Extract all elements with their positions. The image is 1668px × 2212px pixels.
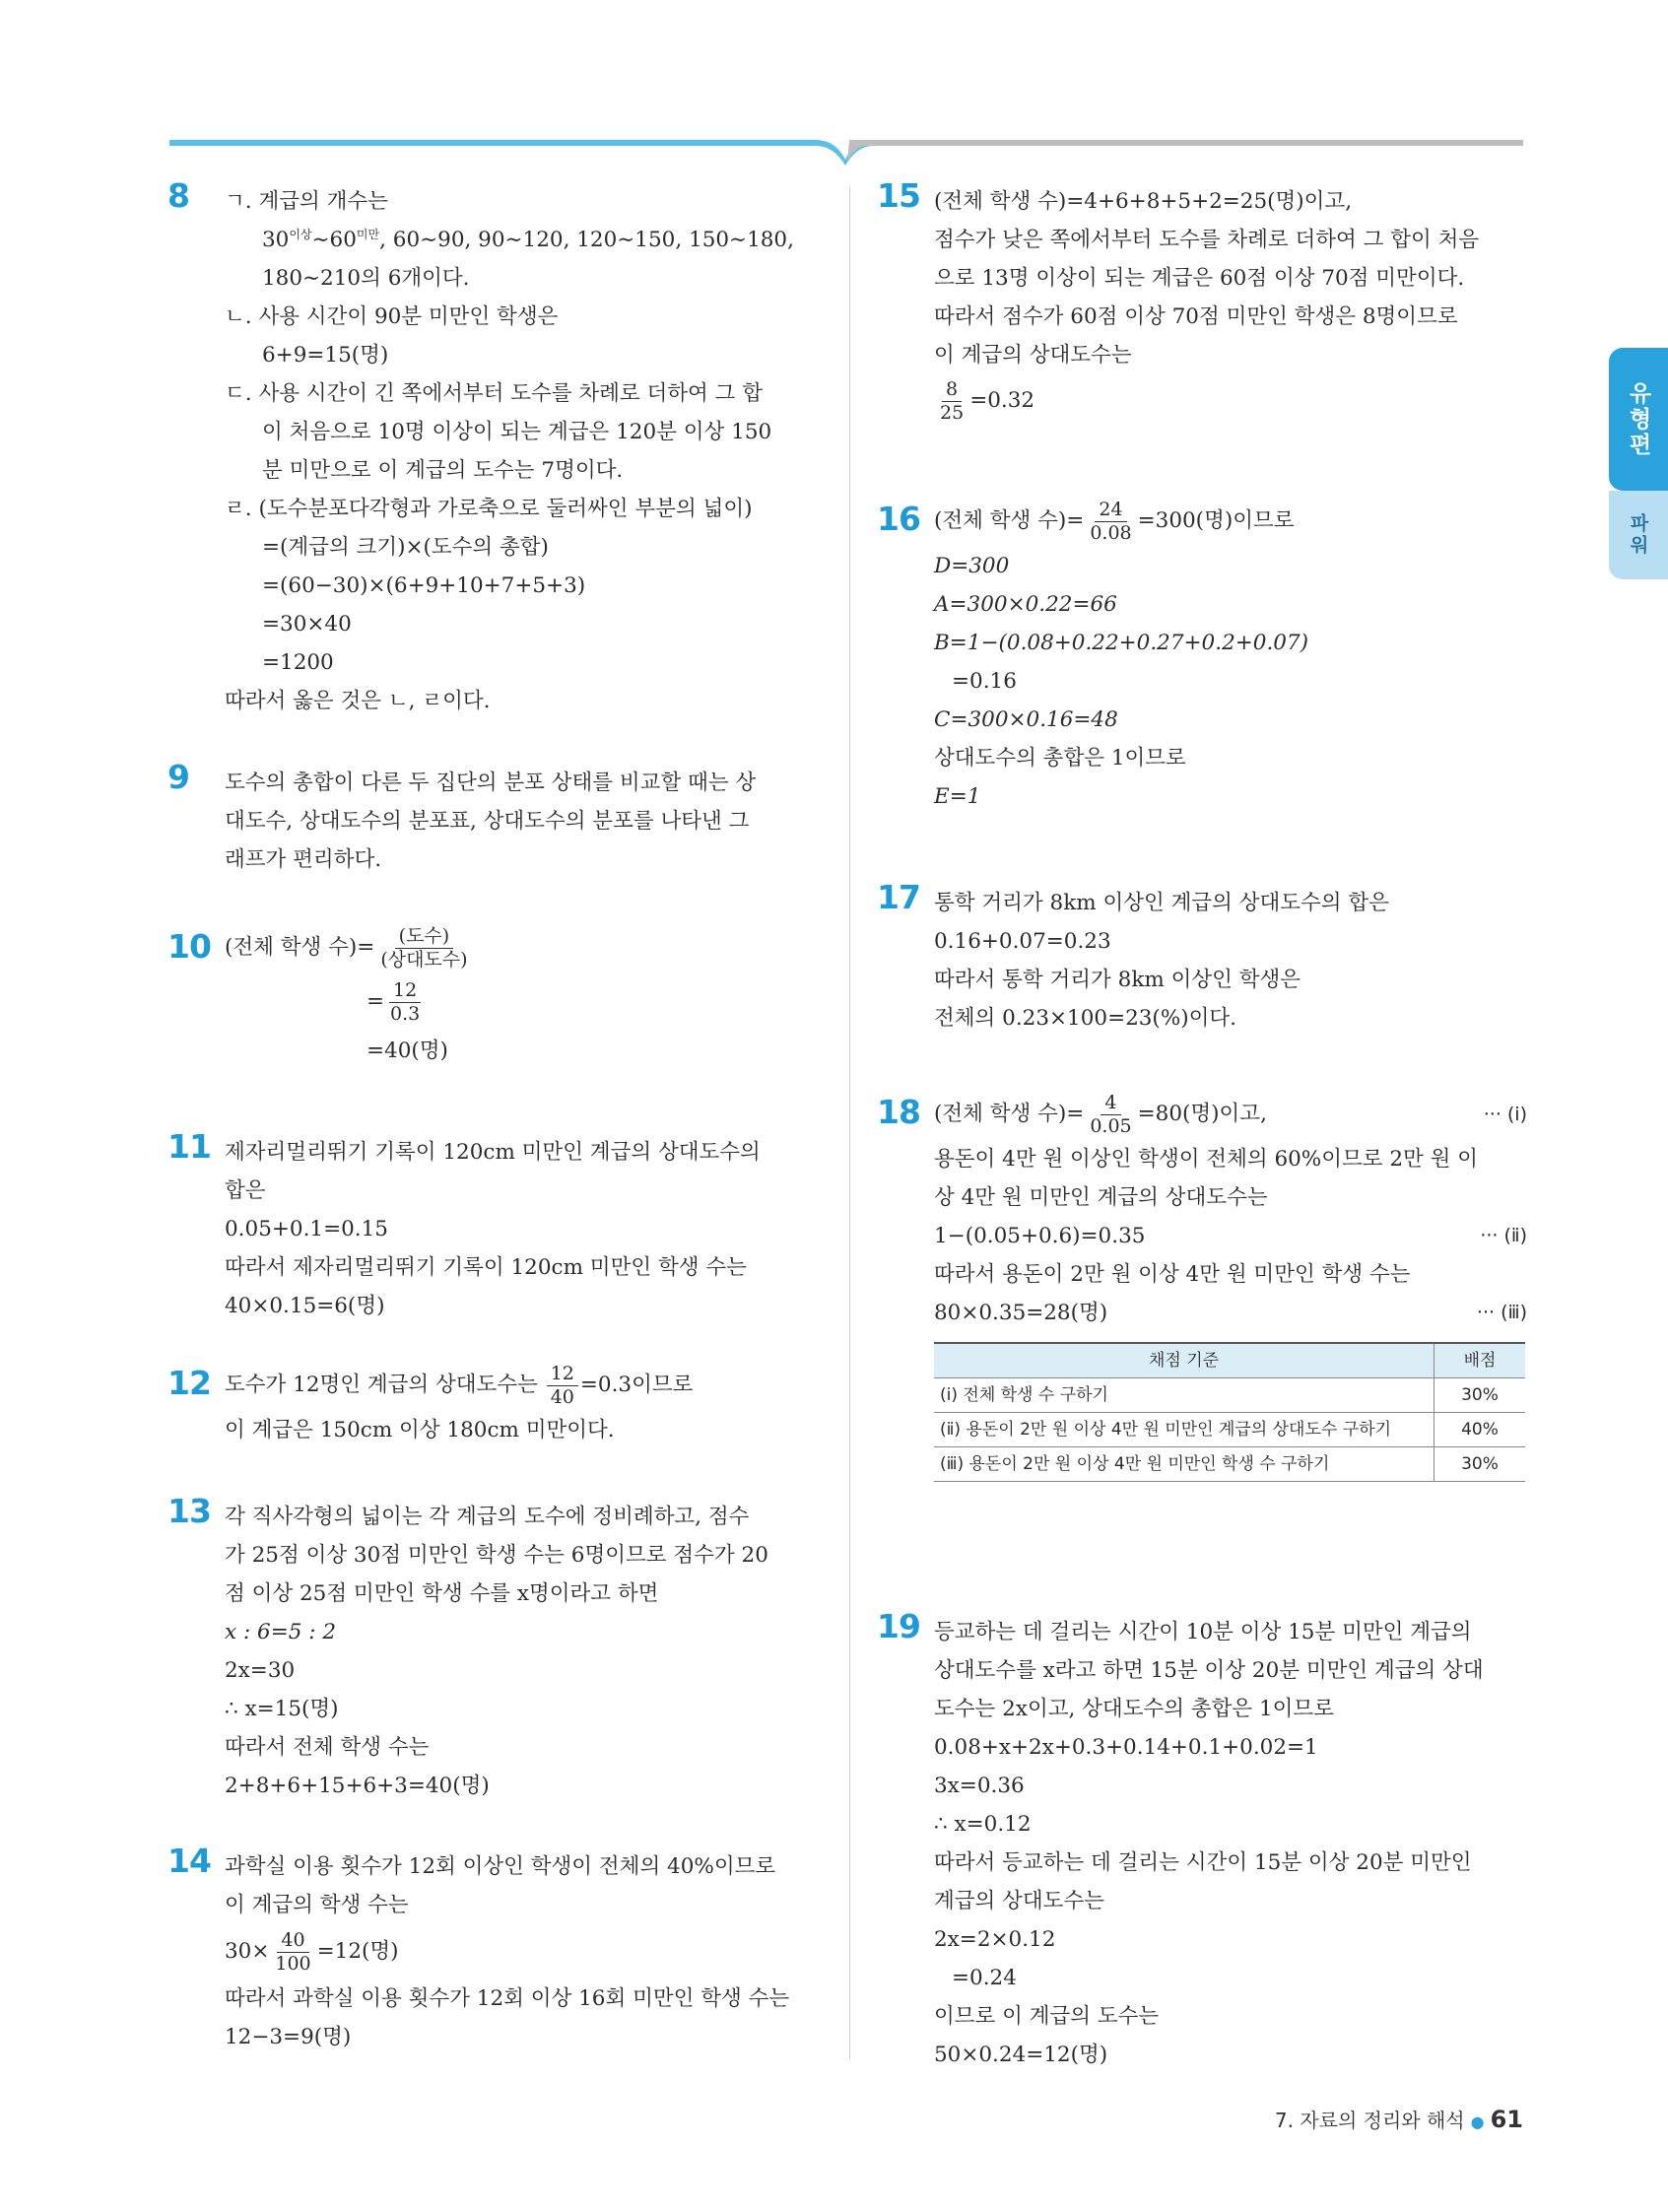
text-line: 가 25점 이상 30점 미만인 학생 수는 6명이므로 점수가 20 [225,1543,768,1568]
text-line: 40×0.15=6(명) [225,1294,385,1318]
text-line: 도수가 12명인 계급의 상대도수는 $\frac{12}{40}$ =0.3이므로 [225,1362,694,1408]
text-line: 각 직사각형의 넓이는 각 계급의 도수에 정비례하고, 점수 [225,1505,750,1529]
text-line: 따라서 제자리멀리뛰기 기록이 120cm 미만인 학생 수는 [225,1255,747,1280]
text-line: 따라서 전체 학생 수는 [225,1735,430,1760]
problem-number: 17 [877,878,920,916]
table-header: 채점 기준 [934,1343,1434,1378]
text-line: 0.16+0.07=0.23 [934,929,1111,954]
text-line: 상대도수의 총합은 1이므로 [934,746,1186,771]
text-line: 계급의 상대도수는 [934,1889,1104,1913]
score-marker: ··· (ⅰ) [1483,1104,1527,1125]
text-line: 이 계급의 상대도수는 [934,343,1132,368]
text-line: 따라서 과학실 이용 횟수가 12회 이상 16회 미만인 학생 수는 [225,1986,790,2011]
text-line: 6+9=15(명) [262,343,389,368]
text-line: =0.16 [952,669,1017,694]
table-header-row [934,1343,1525,1378]
fraction: $\frac{4}{0.05}$ [1090,1091,1132,1137]
text-line: $\frac{8}{25}$ =0.32 [934,374,1527,428]
text-line: 도수는 2x이고, 상대도수의 총합은 1이므로 [934,1697,1334,1721]
problem-number: 11 [167,1127,211,1166]
section-tab-secondary [1609,491,1668,579]
text-line: 등교하는 데 걸리는 시간이 10분 이상 15분 미만인 계급의 [934,1620,1472,1644]
text-line: 따라서 등교하는 데 걸리는 시간이 15분 이상 20분 미만인 [934,1850,1472,1875]
text-line: = $\frac{12}{0.3}$ [225,972,818,1032]
text-line: 0.05+0.1=0.15 [225,1217,388,1241]
problem-15 [877,176,1527,428]
table-cell: 30% [1434,1447,1526,1482]
problem-number: 16 [877,500,920,538]
text-line: (전체 학생 수)= $\frac{\text{(도수)}}{\text{(상대도수)}}$ [225,923,818,972]
problem-number: 15 [877,176,920,215]
problem-number: 12 [167,1364,211,1402]
problem-9 [167,758,818,879]
text-line: 2x=30 [225,1658,296,1683]
problem-13 [167,1492,818,1805]
text-line: ∴ x=15(명) [225,1697,339,1721]
text-line: ㄹ. (도수분포다각형과 가로축으로 둘러싸인 부분의 넓이) [225,497,753,521]
problem-17 [877,878,1527,1038]
table-header: 배점 [1434,1343,1526,1378]
section-tab-secondary-label: 파워 [1627,513,1649,557]
text-line: 분 미만으로 이 계급의 도수는 7명이다. [262,458,624,483]
text-line: 점 이상 25점 미만인 학생 수를 x명이라고 하면 [225,1581,659,1606]
text-line: 따라서 점수가 60점 이상 70점 미만인 학생은 8명이므로 [934,304,1458,329]
text-line: 30× $\frac{40}{100}$ =12(명) [225,1928,399,1975]
text-line: $30^{이상}\sim 60^{미만}$, 60∼90, 90∼120, 120∼150, 150∼180, [262,227,794,252]
problem-16 [877,496,1527,816]
text-line: 1−(0.05+0.6)=0.35 ··· (ⅱ) [934,1217,1527,1255]
fraction: $\frac{\text{(도수)}}{\text{(상대도수)}}$ [380,924,468,971]
text-line: 따라서 통학 거리가 8km 이상인 학생은 [934,968,1301,992]
text-line: 50×0.24=12(명) [934,2043,1108,2067]
text-line: 2+8+6+15+6+3=40(명) [225,1774,490,1798]
text-line: 12−3=9(명) [225,2025,352,2049]
problem-8 [167,176,818,720]
problem-10 [167,923,818,1070]
problem-number: 9 [167,758,189,796]
text-line: 도수의 총합이 다른 두 집단의 분포 상태를 비교할 때는 상 [225,771,757,795]
text-line: =0.24 [952,1966,1017,1990]
page-number: 61 [1490,2106,1523,2133]
text-line: 으로 13명 이상이 되는 계급은 60점 이상 70점 미만이다. [934,266,1465,291]
text-line: (전체 학생 수)= $\frac{24}{0.08}$ =300(명)이므로 [934,498,1295,544]
header-decoration-bar [0,126,1668,166]
text-line: 대도수, 상대도수의 분포표, 상대도수의 분포를 나타낸 그 [225,809,750,834]
text-line: 제자리멀리뛰기 기록이 120cm 미만인 계급의 상대도수의 [225,1140,761,1165]
problem-number: 19 [877,1607,920,1645]
text-line: =(60−30)×(6+9+10+7+5+3) [262,573,586,598]
text-line: E=1 [934,784,981,809]
text-line: 80×0.35=28(명) ··· (ⅲ) [934,1294,1527,1332]
table-row [934,1447,1525,1482]
text-line: 과학실 이용 횟수가 12회 이상인 학생이 전체의 40%이므로 [225,1854,776,1879]
problem-number: 14 [167,1842,211,1880]
page-footer [1275,2105,1523,2133]
text-line: 3x=0.36 [934,1774,1025,1798]
problem-number: 18 [877,1093,920,1131]
problem-19 [877,1607,1527,2074]
chapter-title: 7. 자료의 정리와 해석 [1274,2109,1465,2132]
text-line: =1200 [262,650,334,675]
text-line: 합은 [225,1178,266,1203]
table-row [934,1378,1525,1413]
text-line: 따라서 옳은 것은 ㄴ, ㄹ이다. [225,689,491,713]
text-line: 이 계급의 학생 수는 [225,1893,409,1917]
text-line: 따라서 용돈이 2만 원 이상 4만 원 미만인 학생 수는 [934,1262,1411,1287]
text-line: 용돈이 4만 원 이상인 학생이 전체의 60%이므로 2만 원 이 [934,1147,1479,1172]
problem-number: 13 [167,1492,211,1530]
fraction: $\frac{12}{40}$ [547,1363,578,1409]
text-line: 통학 거리가 8km 이상인 계급의 상대도수의 합은 [934,891,1389,915]
text-line: ∴ x=0.12 [934,1812,1032,1837]
problem-18 [877,1089,1527,1482]
text-line: (전체 학생 수)= $\frac{4}{0.05}$ =80(명)이고, ··· (ⅰ) [934,1089,1527,1140]
text-line: D=300 [934,554,1010,578]
text-line: 전체의 0.23×100=23(%)이다. [934,1006,1237,1031]
section-tab-primary-label: 유형편 [1625,380,1651,458]
problem-14 [167,1842,818,2056]
text-line: ㄱ. 계급의 개수는 [225,189,388,214]
table-cell: 30% [1434,1378,1526,1413]
text-line: 점수가 낮은 쪽에서부터 도수를 차례로 더하여 그 합이 처음 [934,228,1480,252]
table-row [934,1413,1525,1447]
table-cell: 40% [1434,1413,1526,1447]
text-line: 래프가 편리하다. [225,847,382,872]
text-line: (전체 학생 수)=4+6+8+5+2=25(명)이고, [934,189,1353,214]
text-line: C=300×0.16=48 [934,707,1118,732]
text-line: 상 4만 원 미만인 계급의 상대도수는 [934,1185,1268,1210]
text-line: =30×40 [262,612,352,637]
text-line: 180∼210의 6개이다. [262,266,470,291]
fraction: $\frac{8}{25}$ [940,377,965,424]
table-cell: (ⅲ) 용돈이 2만 원 이상 4만 원 미만인 학생 수 구하기 [934,1447,1434,1482]
problem-12 [167,1360,818,1449]
text-line: ㄴ. 사용 시간이 90분 미만인 학생은 [225,304,559,329]
section-side-tab [1609,348,1668,579]
text-line: A=300×0.22=66 [934,592,1117,617]
text-line: 이 처음으로 10명 이상이 되는 계급은 120분 이상 150 [262,420,772,444]
text-line: x : 6=5 : 2 [225,1620,337,1644]
text-line: ㄷ. 사용 시간이 긴 쪽에서부터 도수를 차례로 더하여 그 합 [225,381,764,406]
fraction: $\frac{24}{0.08}$ [1090,498,1132,544]
grading-table [934,1342,1525,1482]
fraction: $\frac{12}{0.3}$ [390,978,421,1025]
text-line: B=1−(0.08+0.22+0.27+0.2+0.07) [934,631,1309,655]
problem-number: 8 [167,176,189,215]
table-cell: (ⅱ) 용돈이 2만 원 이상 4만 원 미만인 계급의 상대도수 구하기 [934,1413,1434,1447]
section-tab-primary [1609,348,1668,491]
text-line: 이 계급은 150cm 이상 180cm 미만이다. [225,1418,615,1442]
text-line: 상대도수를 x라고 하면 15분 이상 20분 미만인 계급의 상대 [934,1658,1484,1683]
text-line: =(계급의 크기)×(도수의 총합) [262,535,549,560]
bullet-dot-icon: ● [1470,2112,1485,2131]
text-line: 이므로 이 계급의 도수는 [934,2004,1160,2029]
fraction: $\frac{40}{100}$ [275,1928,311,1975]
text-line: =40(명) [367,1039,448,1063]
score-marker: ··· (ⅱ) [1480,1225,1527,1246]
table-cell: (ⅰ) 전체 학생 수 구하기 [934,1378,1434,1413]
problem-11 [167,1127,818,1325]
text-line: 2x=2×0.12 [934,1927,1056,1952]
problem-number: 10 [167,927,211,966]
column-divider [849,187,850,2059]
text-line: 0.08+x+2x+0.3+0.14+0.1+0.02=1 [934,1735,1318,1760]
score-marker: ··· (ⅲ) [1476,1302,1527,1323]
